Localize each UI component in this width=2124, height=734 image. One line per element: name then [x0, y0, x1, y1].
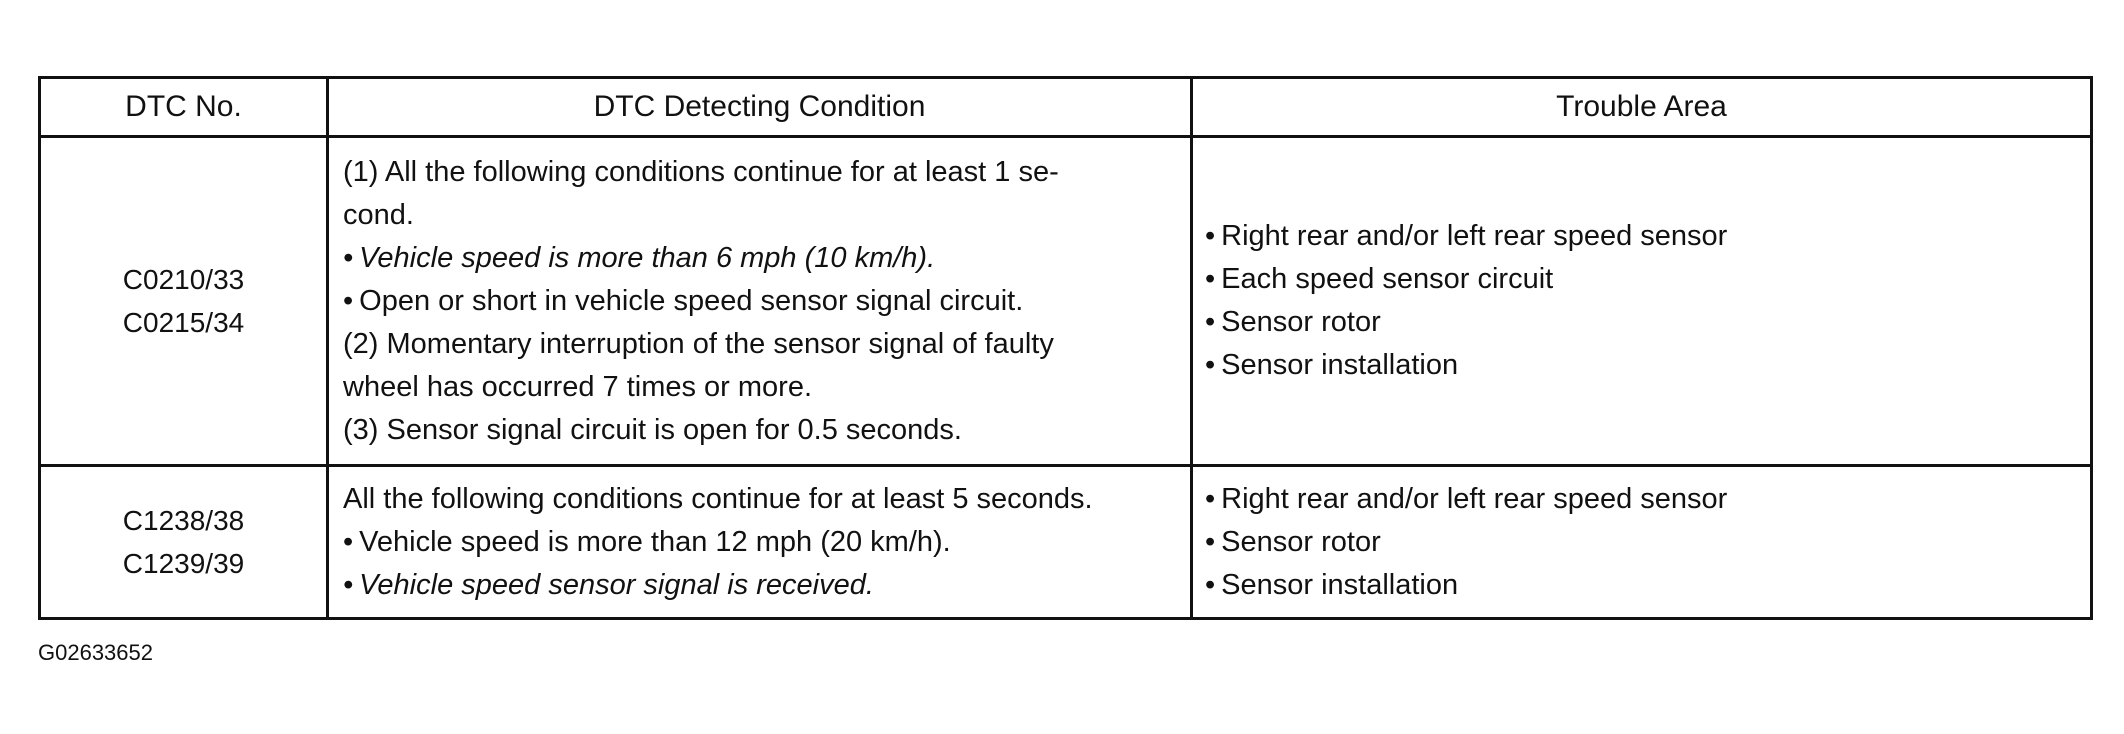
condition-line: (3) Sensor signal circuit is open for 0.5 seconds. [343, 413, 962, 446]
dtc-table [38, 76, 2093, 620]
header-dtc-no: DTC No. [40, 78, 328, 137]
trouble-area-item: • Sensor installation [1205, 344, 2090, 387]
trouble-area-cell [1192, 137, 2092, 466]
condition-line: (2) Momentary interruption of the sensor signal of faulty [343, 327, 1054, 360]
dtc-codes-cell [40, 137, 328, 466]
trouble-area-item: • Sensor installation [1205, 564, 2090, 607]
trouble-area-item: • Each speed sensor circuit [1205, 258, 2090, 301]
header-trouble-area: Trouble Area [1192, 78, 2092, 137]
condition-bullet: • Open or short in vehicle speed sensor signal circuit. [343, 280, 1180, 323]
trouble-area-item: • Sensor rotor [1205, 301, 2090, 344]
trouble-area-item: • Right rear and/or left rear speed sensor [1205, 215, 2090, 258]
table-row [40, 466, 2092, 619]
figure-code: G02633652 [38, 640, 153, 665]
dtc-code: C1238/38 [122, 505, 245, 536]
condition-cell [328, 137, 1192, 466]
condition-bullet: • Vehicle speed is more than 12 mph (20 km/h). [343, 521, 1180, 564]
trouble-area-cell [1192, 466, 2092, 619]
condition-line: cond. [343, 198, 414, 231]
condition-cell [328, 466, 1192, 619]
condition-line: All the following conditions continue for at least 5 seconds. [343, 482, 1093, 515]
dtc-code: C1239/39 [122, 548, 245, 579]
condition-line: wheel has occurred 7 times or more. [343, 370, 813, 403]
dtc-codes-cell [40, 466, 328, 619]
condition-bullet: • Vehicle speed sensor signal is received. [343, 564, 1180, 607]
header-detecting-condition: DTC Detecting Condition [328, 78, 1192, 137]
dtc-code: C0215/34 [122, 307, 245, 338]
dtc-code: C0210/33 [122, 264, 245, 295]
condition-bullet: • Vehicle speed is more than 6 mph (10 km/h). [343, 237, 1180, 280]
trouble-area-item: • Right rear and/or left rear speed sensor [1205, 478, 2090, 521]
table-row [40, 137, 2092, 466]
header-row [40, 78, 2092, 137]
condition-line: (1) All the following conditions continue for at least 1 se- [343, 155, 1059, 188]
trouble-area-item: • Sensor rotor [1205, 521, 2090, 564]
